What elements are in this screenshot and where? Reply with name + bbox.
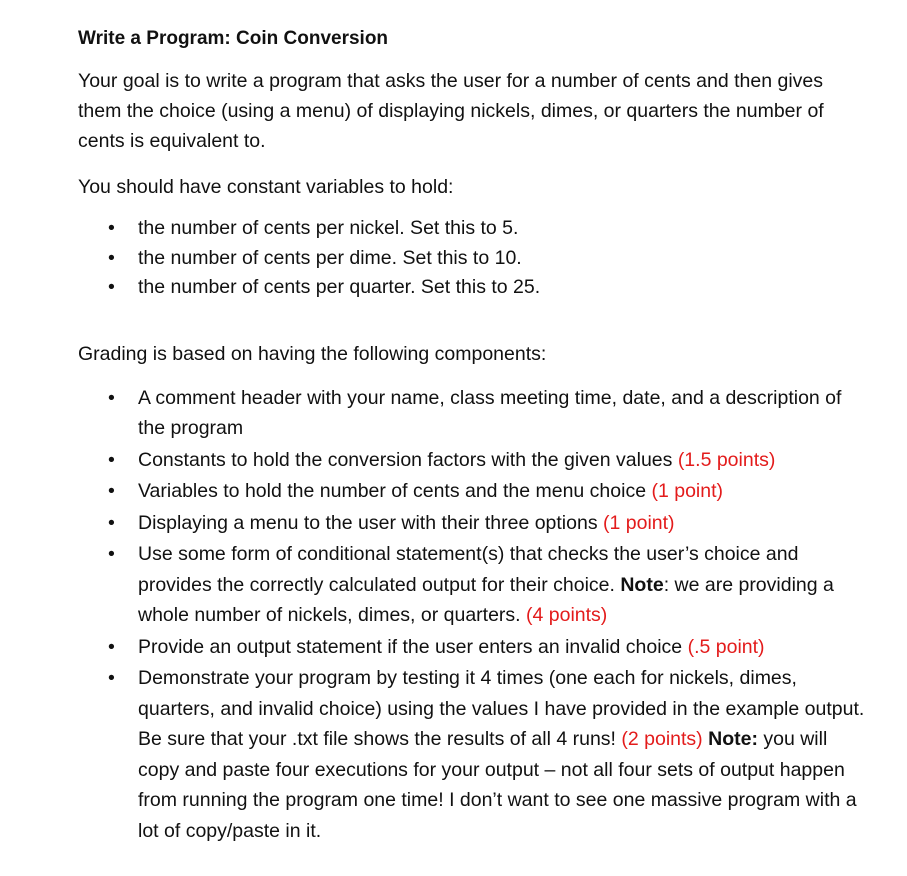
list-item (108, 663, 867, 846)
points-label: (2 points) (621, 728, 703, 750)
bullet-icon: • (108, 276, 115, 298)
bullet-icon: • (108, 480, 115, 502)
list-item (108, 244, 867, 274)
list-item (108, 539, 867, 631)
list-item (108, 632, 867, 663)
bullet-icon: • (108, 543, 115, 565)
points-label: (.5 point) (687, 635, 765, 658)
points-label: (1 point) (603, 511, 675, 534)
list-item (108, 273, 867, 303)
intro-paragraph: Your goal is to write a program that asks the user for a number of cents and then gives them the choice (using a menu) of displaying nickels, dimes, or quarters the number of cents is equivalent to. (78, 70, 824, 152)
grading-item-text: Variables to hold the number of cents and the menu choice (138, 480, 652, 502)
section-spacer (78, 303, 867, 339)
points-label: (4 points) (526, 604, 608, 626)
grading-item-text: Provide an output statement if the user enters an invalid choice (138, 635, 688, 658)
bullet-icon: • (108, 635, 115, 658)
bullet-icon: • (108, 448, 115, 471)
list-item (108, 214, 867, 244)
grading-item-text: Constants to hold the conversion factors with the given values (138, 448, 678, 471)
grading-item-text: A comment header with your name, class meeting time, date, and a description of the program (138, 386, 842, 439)
grading-item-text: Displaying a menu to the user with their three options (138, 511, 604, 534)
list-item (108, 383, 867, 444)
grading-item-text: Use some form of conditional statement(s) that checks the user’s choice and provides the correctly calculated output for their choice. (138, 543, 799, 596)
note-label: Note (620, 573, 664, 596)
grading-item-text: Demonstrate your program by testing it 4 times (one each for nickels, dimes, quarters, and invalid choice) using the values I have provided in the example output. Be sure that your .txt file shows the results of all 4 runs! (138, 667, 865, 750)
bullet-icon: • (108, 217, 115, 239)
note-text: : we are providing a whole number of nickels, dimes, or quarters. (138, 573, 834, 626)
bullet-icon: • (108, 667, 115, 689)
constant-quarter-text: the number of cents per quarter. Set this to 25. (138, 276, 541, 298)
grading-intro: Grading is based on having the following components: (78, 342, 547, 365)
constants-intro: You should have constant variables to hold: (78, 176, 454, 198)
note-text: you will copy and paste four executions for your output – not all four sets of output happen from running the program one time! I don’t want to see one massive program with a lot of copy/paste in it. (138, 728, 857, 842)
list-item (108, 445, 867, 476)
document-title: Write a Program: Coin Conversion (78, 28, 389, 49)
note-label: Note: (708, 728, 758, 750)
constant-nickel-text: the number of cents per nickel. Set this to 5. (138, 217, 519, 239)
points-label: (1.5 points) (677, 448, 776, 471)
list-item (108, 476, 867, 507)
bullet-icon: • (108, 246, 115, 269)
grading-list (78, 383, 867, 847)
bullet-icon: • (108, 386, 115, 409)
constant-dime-text: the number of cents per dime. Set this to 10. (138, 246, 522, 269)
list-item (108, 508, 867, 539)
points-label: (1 point) (651, 480, 724, 502)
bullet-icon: • (108, 511, 115, 534)
constants-list (78, 214, 867, 303)
